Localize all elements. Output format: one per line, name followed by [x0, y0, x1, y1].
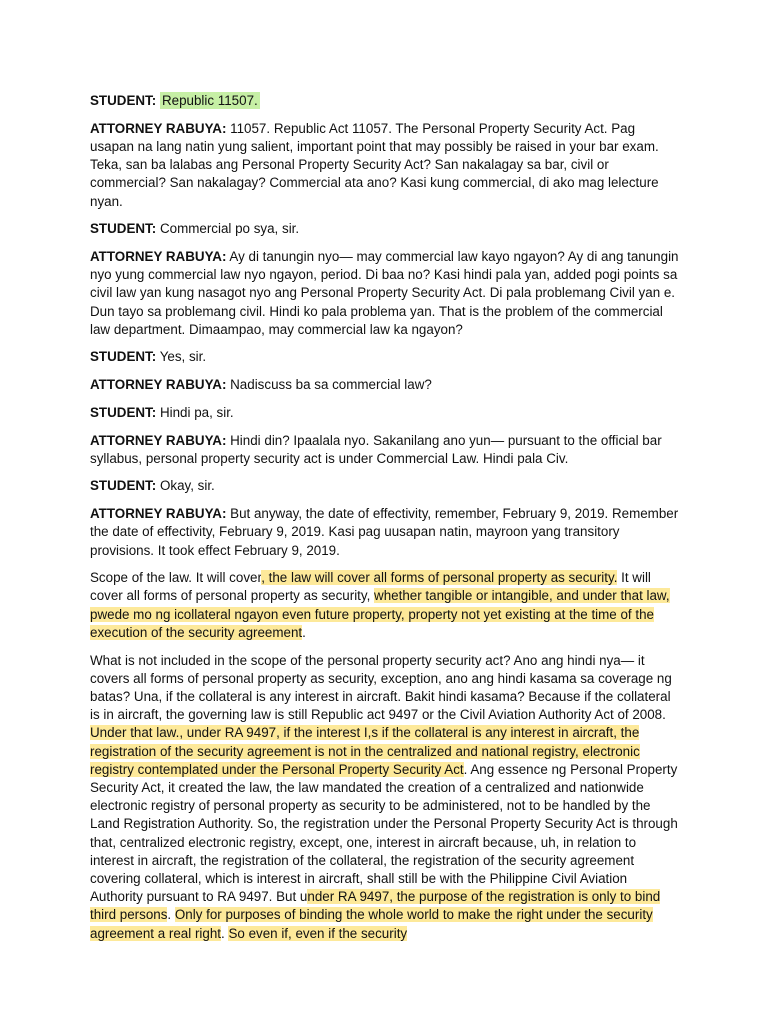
dialogue-entry: [90, 432, 682, 468]
dialogue-entry: [90, 505, 682, 560]
dialogue-entry: [90, 477, 682, 495]
dialogue-entry: [90, 348, 682, 366]
speaker-label: ATTORNEY RABUYA:: [90, 432, 227, 448]
dialogue-entry: [90, 248, 682, 339]
dialogue-text: Commercial po sya, sir.: [159, 221, 300, 237]
speaker-label: STUDENT:: [90, 478, 157, 494]
dialogue-entry: [90, 92, 682, 110]
dialogue-entry: [90, 120, 682, 211]
speaker-label: ATTORNEY RABUYA:: [90, 248, 227, 264]
highlighted-text: whether tangible or intangible, and under that law, pwede mo ng icollateral ngayon even future property, property not yet existing at the time of the execution of the security agreement: [90, 588, 670, 640]
speaker-label: ATTORNEY RABUYA:: [90, 377, 227, 393]
speaker-label: ATTORNEY RABUYA:: [90, 120, 227, 136]
highlighted-text: nder RA 9497, the purpose of the registration is only to bind third persons: [90, 889, 661, 923]
dialogue-entry: [90, 376, 682, 394]
dialogue-text: Nadiscuss ba sa commercial law?: [230, 377, 432, 393]
speaker-label: STUDENT:: [90, 349, 157, 365]
highlighted-text: Under that law., under RA 9497, if the interest I,s if the collateral is any interest in aircraft, the registration of the security agreement is not in the centralized and national registry, electronic registry contemplated under the Personal Property Security Act: [90, 725, 640, 777]
speaker-label: STUDENT:: [90, 404, 157, 420]
dialogue-entry: [90, 404, 682, 422]
dialogue-text: Hindi pa, sir.: [159, 404, 234, 420]
dialogue-entry: [90, 220, 682, 238]
dialogue-text: But anyway, the date of effectivity, remember, February 9, 2019. Remember the date of effectivity, February 9, 2019. Kasi pag uusapan natin, mayroon yang transitory provisions. It took effect February 9, 2019.: [90, 506, 679, 558]
paragraph-text: . Ang essence ng Personal Property Security Act, it created the law, the law mandated the creation of a centralized and nationwide electronic registry of personal property as security to be administered, not to be handled by the Land Registration Authority. So, the registration under the Personal Property Security Act is through that, centralized electronic registry, except, one, interest in aircraft because, uh, in relation to interest in aircraft, the registration of the collateral, the registration of the security agreement covering collateral, which is interest in aircraft, shall still be with the Philippine Civil Aviation Authority pursuant to RA 9497. But u: [90, 761, 678, 905]
highlighted-text: So even if, even if the security: [228, 925, 408, 941]
highlighted-text: , the law will cover all forms of personal property as security.: [261, 570, 618, 586]
speaker-label: ATTORNEY RABUYA:: [90, 506, 227, 522]
highlighted-text: Republic 11507.: [161, 93, 258, 108]
paragraph-text: Scope of the law. It will cover: [90, 570, 262, 586]
speaker-label: STUDENT:: [90, 221, 157, 237]
scope-paragraph: [90, 569, 682, 642]
exclusions-paragraph: [90, 652, 682, 943]
highlighted-text: Only for purposes of binding the whole world to make the right under the security agreement a real right: [90, 907, 653, 941]
dialogue-text: Hindi din? Ipaalala nyo. Sakanilang ano yun— pursuant to the official bar syllabus, personal property security act is under Commercial Law. Hindi pala Civ.: [90, 432, 662, 466]
dialogue-text: 11057. Republic Act 11057. The Personal Property Security Act. Pag usapan na lang natin yung salient, important point that may possibly be raised in your bar exam. Teka, san ba lalabas ang Personal Property Security Act? San nakalagay sa bar, civil or commercial? San nakalagay? Commercial ata ano? Kasi kung commercial, di ako mag lelecture nyan.: [90, 120, 659, 209]
paragraph-text: What is not included in the scope of the personal property security act? Ano ang hindi nya— it covers all forms of personal property as security, exception, ano ang hindi kasama sa coverage ng batas? Una, if the collateral is any interest in aircraft. Bakit hindi kasama? Because if the collateral is in aircraft, the governing law is still Republic act 9497 or the Civil Aviation Authority Act of 2008.: [90, 652, 672, 723]
paragraph-text: .: [167, 907, 175, 923]
dialogue-text: Ay di tanungin nyo— may commercial law kayo ngayon? Ay di ang tanungin nyo yung commercial law nyo ngayon, period. Di baa no? Kasi hindi pala yan, added pogi points sa civil law yan kung nasagot nyo ang Personal Property Security Act. Di pala problemang Civil yan e. Dun tayo sa problemang civil. Hindi ko pala problema yan. That is the problem of the commercial law department. Dimaampao, may commercial law ka ngayon?: [90, 248, 679, 337]
paragraph-text: .: [221, 925, 229, 941]
paragraph-text: It will cover all forms of personal property as security,: [90, 570, 651, 604]
paragraph-text: .: [302, 624, 306, 640]
speaker-label: STUDENT:: [90, 93, 157, 108]
dialogue-text: Yes, sir.: [159, 349, 207, 365]
dialogue-text: Okay, sir.: [159, 478, 215, 494]
